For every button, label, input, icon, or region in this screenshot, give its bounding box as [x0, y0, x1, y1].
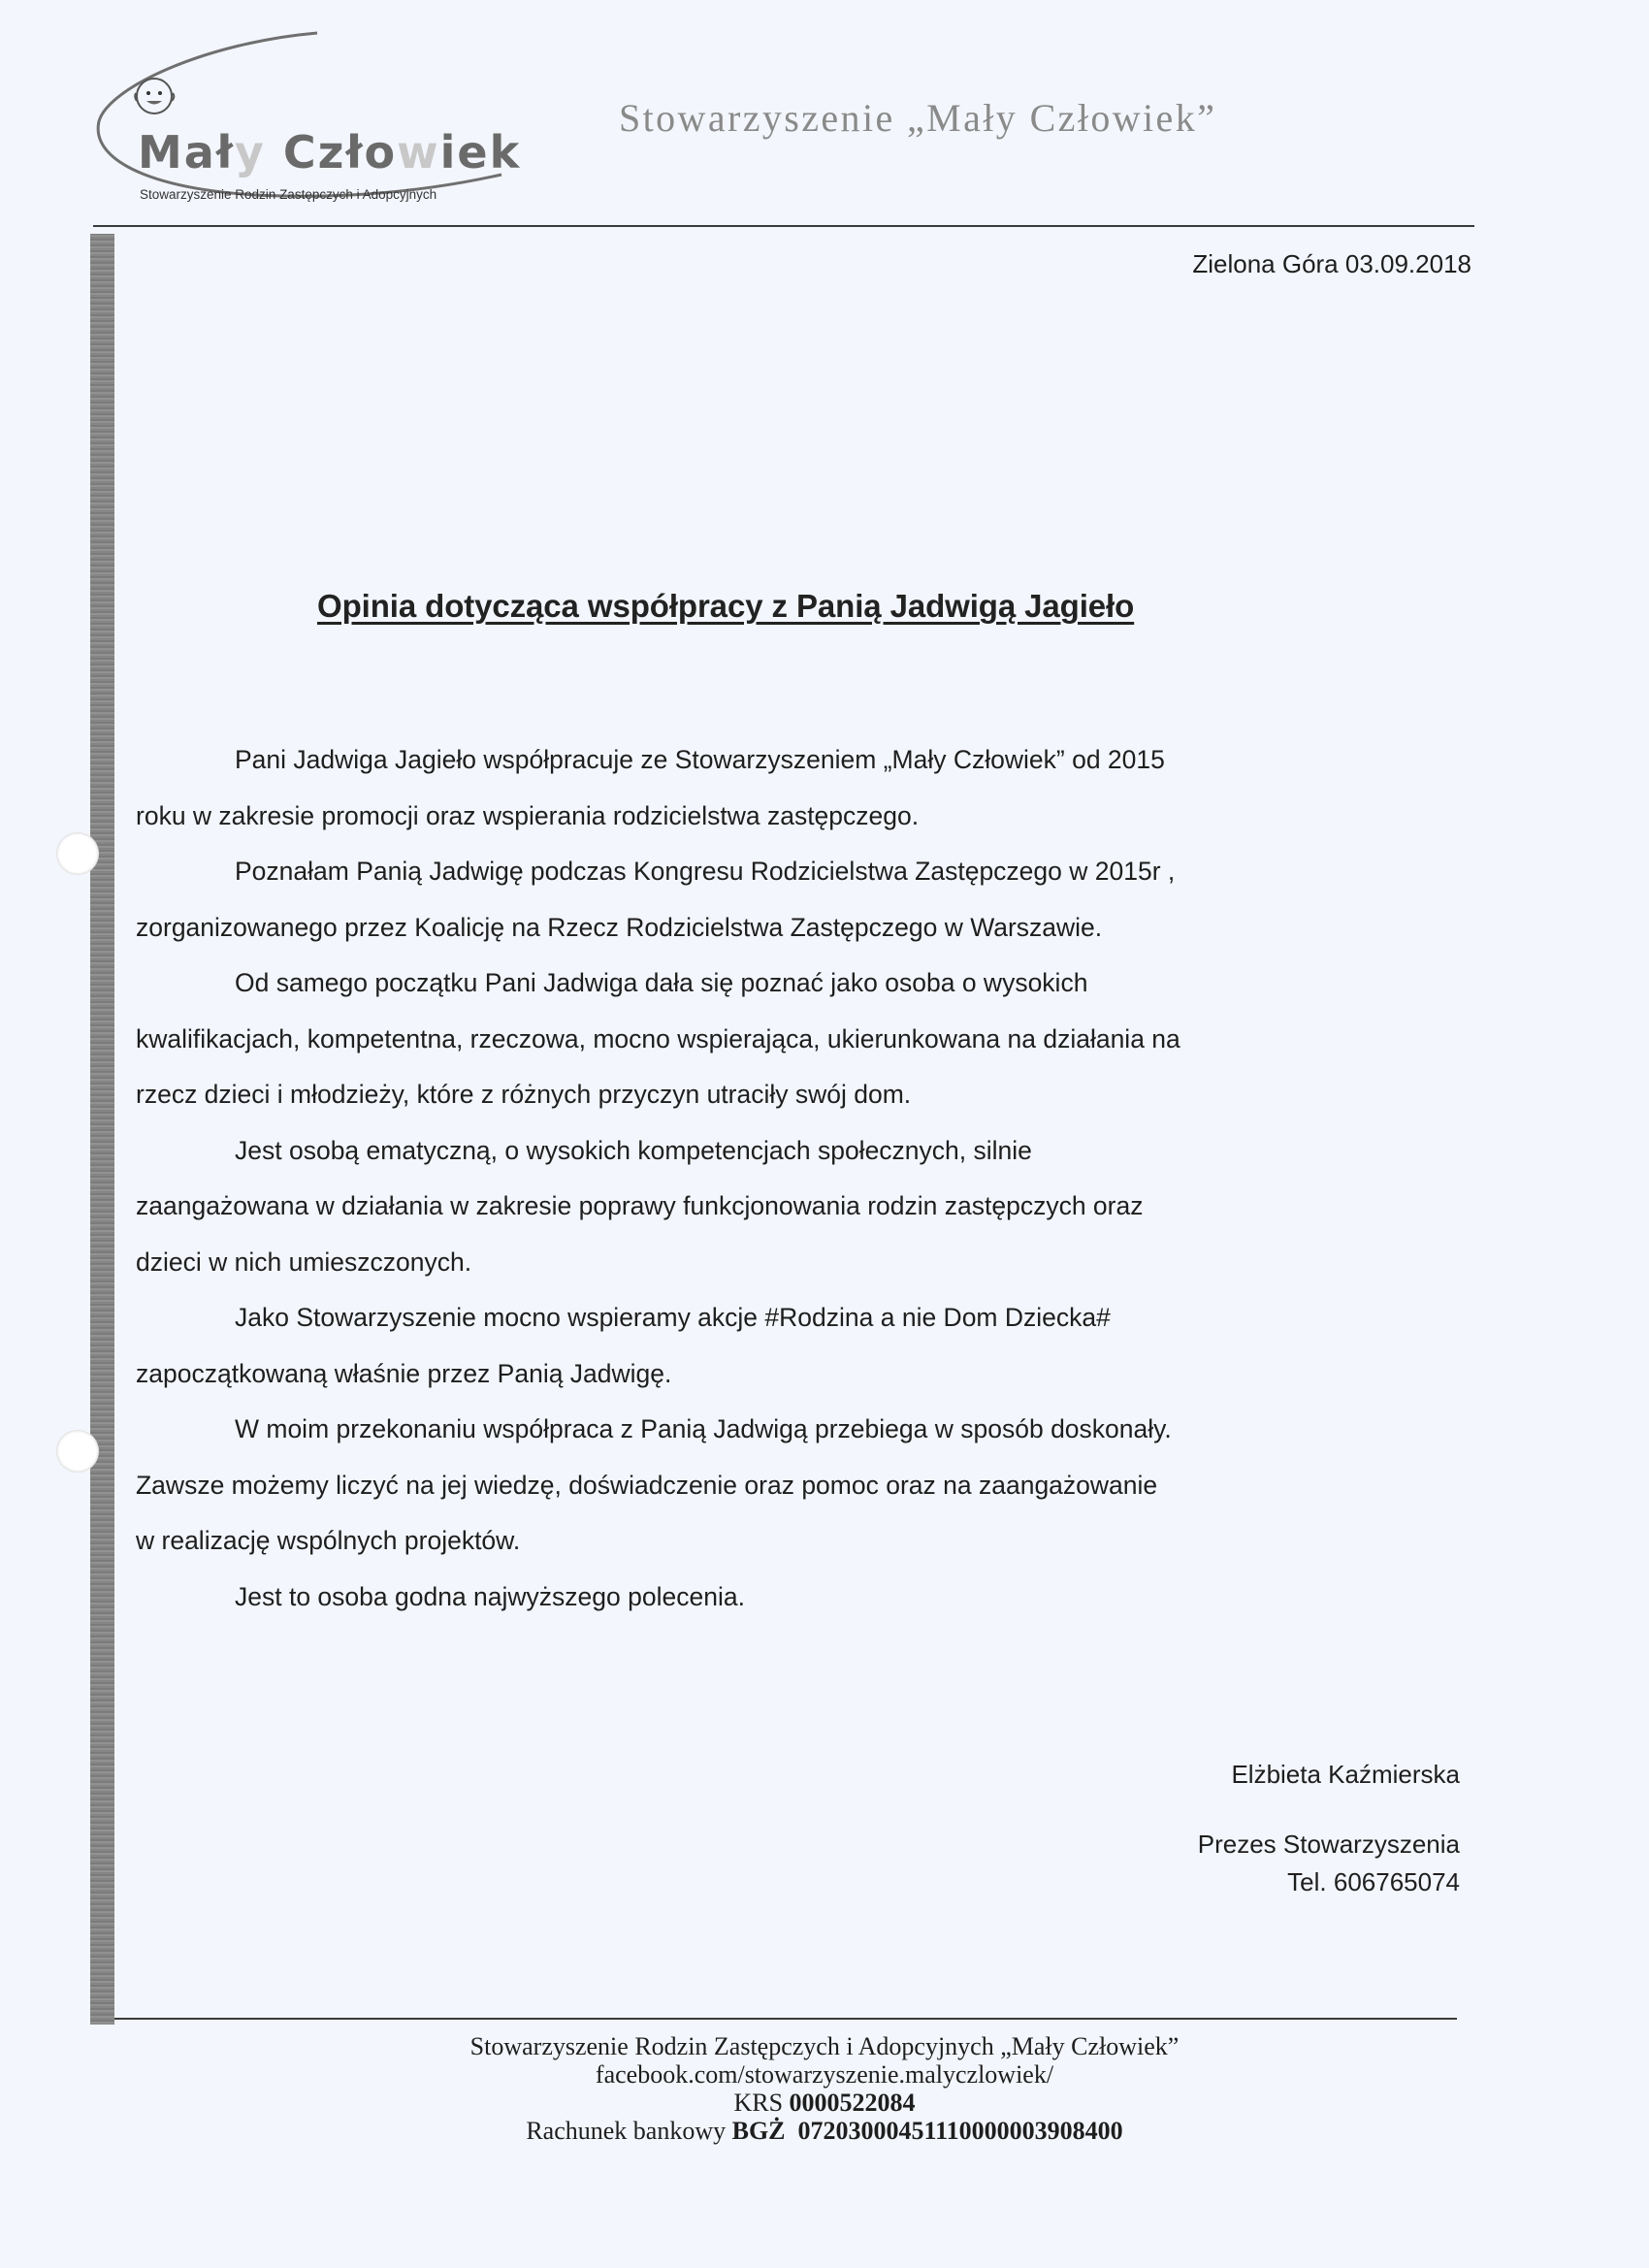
- body-line: Od samego początku Pani Jadwiga dała się poznać jako osoba o wysokich: [235, 968, 1088, 997]
- footer-krs: [242, 2089, 1406, 2117]
- body-line: w realizację wspólnych projektów.: [136, 1526, 521, 1555]
- logo-wordmark-part: iek: [439, 126, 522, 178]
- body-line: Jest to osoba godna najwyższego polecenia.: [235, 1581, 745, 1611]
- body-line: dzieci w nich umieszczonych.: [136, 1247, 472, 1277]
- body-line: roku w zakresie promocji oraz wspierania rodzicielstwa zastępczego.: [136, 800, 920, 830]
- logo-wordmark-part: Czło: [265, 126, 398, 178]
- body-line: rzecz dzieci i młodzieży, które z różnych przyczyn utraciły swój dom.: [136, 1080, 912, 1109]
- body-line: zapoczątkowaną właśnie przez Panią Jadwigę.: [136, 1358, 672, 1388]
- body-line: zaangażowana w działania w zakresie poprawy funkcjonowania rodzin zastępczych oraz: [136, 1191, 1144, 1220]
- footer: [242, 2032, 1406, 2145]
- logo-wordmark-part: y: [234, 126, 266, 178]
- body-line: Pani Jadwiga Jagieło współpracuje ze Stowarzyszeniem „Mały Człowiek” od 2015: [235, 745, 1165, 774]
- letter-body: [136, 732, 1474, 1625]
- logo-wordmark-part: Mał: [138, 126, 235, 178]
- footer-bank: [242, 2117, 1406, 2145]
- signatory-name: Elżbieta Kaźmierska: [1231, 1760, 1460, 1789]
- krs-label: KRS: [733, 2089, 790, 2117]
- organization-title: Stowarzyszenie „Mały Człowiek”: [619, 96, 1217, 140]
- header-divider: [93, 225, 1474, 227]
- body-line: Poznałam Panią Jadwigę podczas Kongresu Rodzicielstwa Zastępczego w 2015r ,: [235, 857, 1176, 886]
- logo-wordmark-part: w: [397, 126, 440, 178]
- document-title: Opinia dotycząca współpracy z Panią Jadwigą Jagieło: [317, 588, 1135, 624]
- bank-account-number: 07203000451110000003908400: [797, 2117, 1123, 2145]
- body-line: zorganizowanego przez Koalicję na Rzecz Rodzicielstwa Zastępczego w Warszawie.: [136, 912, 1103, 942]
- left-margin-bar: [90, 234, 114, 2025]
- organization-logo: [89, 29, 535, 223]
- body-line: Jako Stowarzyszenie mocno wspieramy akcje #Rodzina a nie Dom Dziecka#: [235, 1303, 1111, 1332]
- punch-hole: [56, 832, 99, 875]
- body-line: Zawsze możemy liczyć na jej wiedzę, doświadczenie oraz pomoc oraz na zaangażowanie: [136, 1470, 1158, 1500]
- footer-organization: Stowarzyszenie Rodzin Zastępczych i Adopcyjnych „Mały Człowiek”: [469, 2032, 1180, 2060]
- body-line: kwalifikacjach, kompetentna, rzeczowa, mocno wspierająca, ukierunkowana na działania na: [136, 1023, 1180, 1053]
- bank-label: Rachunek bankowy: [526, 2117, 732, 2145]
- footer-divider: [114, 2018, 1457, 2020]
- footer-facebook: facebook.com/stowarzyszenie.malyczlowiek/: [595, 2060, 1054, 2089]
- logo-subtitle: Stowarzyszenie Rodzin Zastępczych i Adopcyjnych: [140, 187, 437, 202]
- signatory-role: Prezes Stowarzyszenia: [1197, 1830, 1460, 1859]
- signatory-phone: Tel. 606765074: [1287, 1867, 1460, 1896]
- krs-number: 0000522084: [789, 2089, 916, 2117]
- punch-hole: [56, 1430, 99, 1473]
- date-line: Zielona Góra 03.09.2018: [1192, 249, 1471, 278]
- child-face-icon: [126, 66, 184, 124]
- body-line: W moim przekonaniu współpraca z Panią Jadwigą przebiega w sposób doskonały.: [235, 1414, 1172, 1443]
- bank-name: BGŻ: [731, 2117, 786, 2145]
- body-line: Jest osobą ematyczną, o wysokich kompetencjach społecznych, silnie: [235, 1135, 1032, 1165]
- logo-wordmark: [138, 126, 521, 178]
